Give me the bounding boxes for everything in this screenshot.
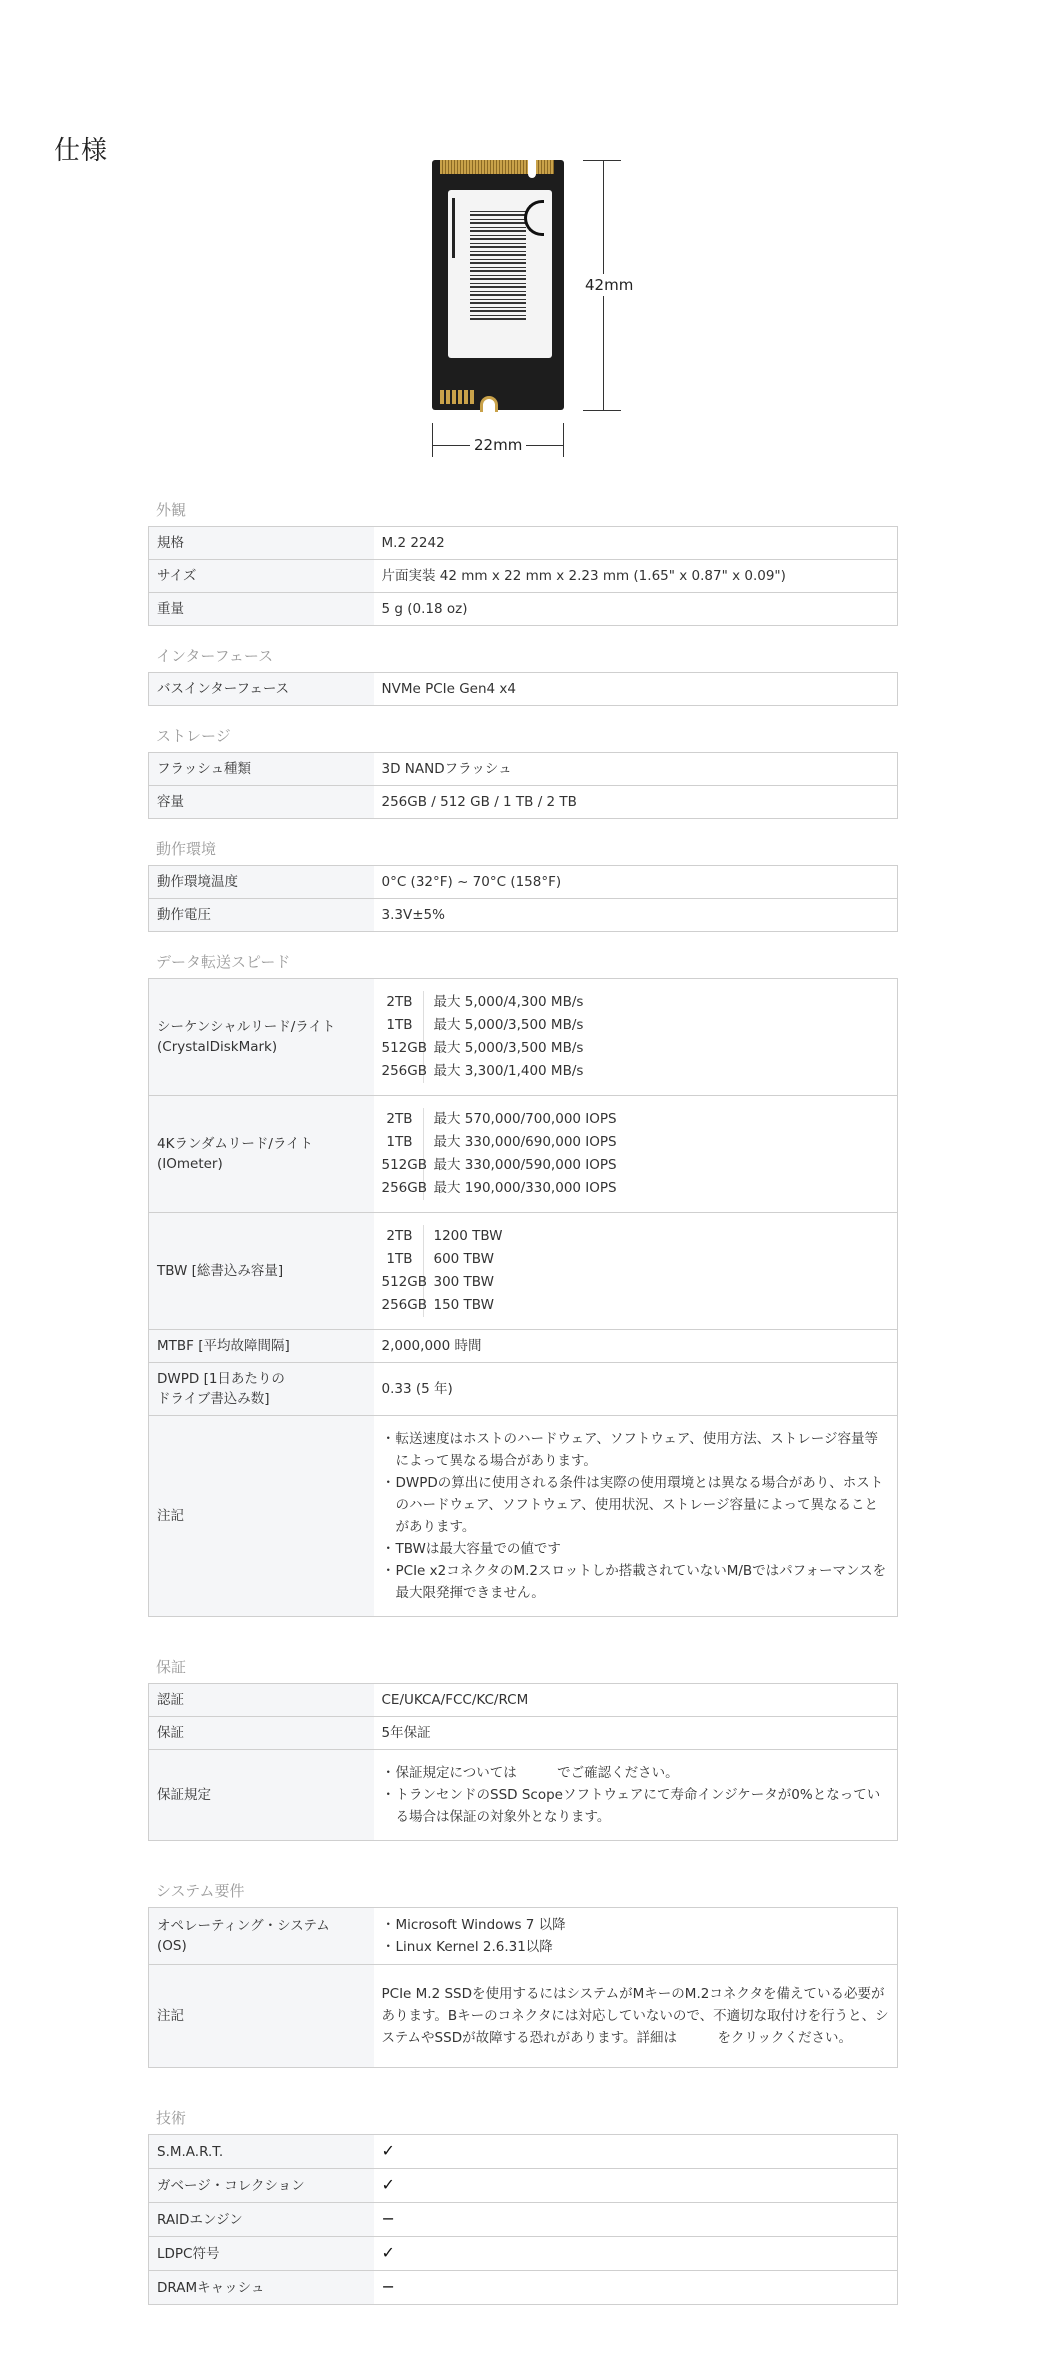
section-title: 外観 — [156, 501, 187, 519]
capacity-row — [382, 1177, 890, 1200]
row-value: 5 g (0.18 oz) — [374, 593, 898, 626]
table-row — [149, 786, 898, 819]
capacity-value: 600 TBW — [433, 1251, 494, 1267]
row-value — [374, 2271, 898, 2305]
spec-table — [148, 672, 898, 706]
row-label: 保証 — [149, 1717, 374, 1750]
row-value: 5年保証 — [374, 1717, 898, 1750]
spec-table — [148, 865, 898, 932]
table-row — [149, 753, 898, 786]
capacity: 512GB — [382, 1037, 424, 1060]
check-icon: ✓ — [381, 2141, 395, 2160]
note-item: ・ TBWは最大容量での値です — [382, 1538, 890, 1560]
ce-mark-icon — [524, 200, 544, 236]
capacity-row — [382, 1271, 890, 1294]
label-line: シーケンシャルリード/ライト — [157, 1019, 336, 1035]
section-environment — [148, 837, 898, 932]
table-row — [149, 1330, 898, 1363]
warranty-policy-link[interactable]: こちら — [516, 1765, 558, 1781]
table-row — [149, 1684, 898, 1717]
spec-sections — [148, 498, 898, 2323]
os-item: ・ Microsoft Windows 7 以降 — [382, 1914, 890, 1936]
table-row — [149, 673, 898, 706]
dash-icon: − — [381, 2209, 395, 2228]
capacity: 2TB — [382, 991, 424, 1014]
capacity: 1TB — [382, 1248, 424, 1271]
check-icon: ✓ — [381, 2175, 395, 2194]
section-title: ストレージ — [156, 727, 231, 745]
table-row — [149, 1717, 898, 1750]
table-row — [149, 2135, 898, 2169]
capacity-value: 150 TBW — [433, 1297, 494, 1313]
capacity-value: 最大 5,000/3,500 MB/s — [433, 1040, 584, 1056]
row-label: 動作電圧 — [149, 899, 374, 932]
label-line: (IOmeter) — [157, 1156, 223, 1172]
capacity: 2TB — [382, 1108, 424, 1131]
section-title: 技術 — [156, 2109, 187, 2127]
capacity-value: 最大 3,300/1,400 MB/s — [433, 1063, 584, 1079]
table-row — [149, 1750, 898, 1841]
note-text: をクリックください。 — [717, 2030, 852, 2046]
notes-list — [382, 1428, 890, 1604]
product-dimension-figure — [420, 150, 660, 460]
row-label: サイズ — [149, 560, 374, 593]
row-value: 2,000,000 時間 — [374, 1330, 898, 1363]
page-title: 仕様 — [54, 136, 109, 166]
row-value — [374, 2237, 898, 2271]
capacity-value: 最大 190,000/330,000 IOPS — [433, 1180, 617, 1196]
dash-icon: − — [381, 2277, 395, 2296]
table-row — [149, 1908, 898, 1965]
row-label: 規格 — [149, 527, 374, 560]
spec-table — [148, 2134, 898, 2305]
row-value: M.2 2242 — [381, 535, 445, 551]
check-icon: ✓ — [381, 2243, 395, 2262]
table-row — [149, 1363, 898, 1416]
note-item: ・ DWPDの算出に使用される条件は実際の使用環境とは異なる場合があり、ホストのハードウェア、ソフトウェア、使用状況、ストレージ容量によって異なることがあります。 — [382, 1472, 890, 1538]
section-storage — [148, 724, 898, 819]
capacity-row — [382, 1108, 890, 1131]
row-value — [374, 1908, 898, 1965]
row-value: 0.33 (5 年) — [374, 1363, 898, 1416]
row-label: 注記 — [149, 1416, 374, 1617]
row-value — [374, 2135, 898, 2169]
section-title: データ転送スピード — [156, 953, 291, 971]
label-line: DWPD [1日あたりの — [157, 1371, 285, 1387]
capacity-value: 最大 330,000/690,000 IOPS — [433, 1134, 617, 1150]
note-item: ・ PCIe x2コネクタのM.2スロットしか搭載されていないM/Bではパフォーマンスを最大限発揮できません。 — [382, 1560, 890, 1604]
capacity-row — [382, 1248, 890, 1271]
row-label: RAIDエンジン — [149, 2203, 374, 2237]
row-label: DRAMキャッシュ — [149, 2271, 374, 2305]
capacity-value: 最大 5,000/3,500 MB/s — [433, 1017, 584, 1033]
solder-pads — [440, 390, 474, 404]
row-value: 3D NANDフラッシュ — [381, 761, 512, 777]
note-item: ・ トランセンドのSSD Scopeソフトウェアにて寿命インジケータが0%となっている場合は保証の対象外となります。 — [382, 1784, 890, 1828]
spec-table — [148, 1907, 898, 2068]
capacity: 512GB — [382, 1271, 424, 1294]
os-list — [382, 1914, 890, 1958]
dimension-line — [563, 423, 564, 457]
row-label: 注記 — [149, 1965, 374, 2068]
row-label: 動作環境温度 — [149, 866, 374, 899]
row-label: 認証 — [149, 1684, 374, 1717]
note-item — [382, 1762, 890, 1784]
screw-notch — [480, 396, 498, 412]
row-label — [149, 1363, 374, 1416]
row-value: 256GB / 512 GB / 1 TB / 2 TB — [374, 786, 898, 819]
section-title: 動作環境 — [156, 840, 217, 858]
details-link[interactable]: こちら — [677, 2030, 718, 2046]
width-label: 22mm — [470, 436, 526, 454]
table-row — [149, 2271, 898, 2305]
row-label: 重量 — [149, 593, 374, 626]
capacity-row — [382, 1037, 890, 1060]
dimension-line — [583, 410, 621, 411]
table-row — [149, 560, 898, 593]
capacity-value: 最大 5,000/4,300 MB/s — [433, 994, 584, 1010]
row-value: 片面実装 42 mm x 22 mm x 2.23 mm (1.65" x 0.87" x 0.09") — [374, 560, 898, 593]
spec-table — [148, 526, 898, 626]
product-label — [448, 190, 552, 358]
table-row — [149, 979, 898, 1096]
table-row — [149, 899, 898, 932]
capacity-value: 最大 330,000/590,000 IOPS — [433, 1157, 617, 1173]
row-value — [374, 979, 898, 1096]
note-text: でご確認ください。 — [557, 1765, 679, 1781]
capacity-row — [382, 1014, 890, 1037]
row-value: 3.3V±5% — [374, 899, 898, 932]
capacity: 256GB — [382, 1177, 424, 1200]
section-title: インターフェース — [156, 647, 274, 665]
table-row — [149, 593, 898, 626]
capacity: 1TB — [382, 1014, 424, 1037]
row-label: TBW [総書込み容量] — [149, 1213, 374, 1330]
label-line: オペレーティング・システム — [157, 1918, 330, 1934]
m-key-notch — [528, 160, 536, 178]
row-label: S.M.A.R.T. — [149, 2135, 374, 2169]
row-value — [374, 2203, 898, 2237]
label-line: 4Kランダムリード/ライト — [157, 1136, 314, 1152]
note-text: PCIe M.2 SSDを使用するにはシステムがMキーのM.2コネクタを備えている必要があります。Bキーのコネクタには対応していないので、不適切な取付けを行うと、システムやSSDが故障する恐れがあります。詳細は — [381, 1986, 889, 2046]
row-value — [374, 1750, 898, 1841]
connector-pins — [536, 160, 554, 174]
row-label: 保証規定 — [149, 1750, 374, 1841]
section-system-requirements — [148, 1879, 898, 2068]
dimension-line — [432, 423, 433, 457]
capacity-value: 1200 TBW — [433, 1228, 503, 1244]
section-warranty — [148, 1655, 898, 1841]
os-item: ・ Linux Kernel 2.6.31以降 — [382, 1936, 890, 1958]
row-label — [149, 1908, 374, 1965]
row-value — [374, 1096, 898, 1213]
brand-logo-icon — [452, 198, 466, 258]
row-label — [149, 979, 374, 1096]
table-row — [149, 2203, 898, 2237]
row-label: ガベージ・コレクション — [149, 2169, 374, 2203]
height-label: 42mm — [585, 276, 634, 294]
spec-table — [148, 1683, 898, 1841]
row-value: NVMe PCIe Gen4 x4 — [381, 681, 517, 697]
table-row — [149, 866, 898, 899]
row-value — [374, 1213, 898, 1330]
notes-list — [382, 1762, 890, 1828]
row-label: バスインターフェース — [149, 673, 374, 706]
capacity-value: 最大 570,000/700,000 IOPS — [433, 1111, 617, 1127]
table-row — [149, 2169, 898, 2203]
capacity: 512GB — [382, 1154, 424, 1177]
capacity-row — [382, 991, 890, 1014]
section-title: システム要件 — [156, 1882, 245, 1900]
table-row — [149, 527, 898, 560]
table-row — [149, 1416, 898, 1617]
table-row — [149, 1213, 898, 1330]
note-text: 保証規定については — [395, 1765, 517, 1781]
row-label: MTBF [平均故障間隔] — [149, 1330, 374, 1363]
label-line: (OS) — [157, 1938, 187, 1954]
capacity: 1TB — [382, 1131, 424, 1154]
capacity-value: 300 TBW — [433, 1274, 494, 1290]
row-value — [374, 2169, 898, 2203]
row-label: フラッシュ種類 — [149, 753, 374, 786]
label-line: (CrystalDiskMark) — [157, 1039, 278, 1055]
capacity: 2TB — [382, 1225, 424, 1248]
row-value: CE/UKCA/FCC/KC/RCM — [381, 1692, 529, 1708]
spec-table — [148, 978, 898, 1617]
row-value — [374, 1965, 898, 2068]
row-value — [374, 1416, 898, 1617]
capacity-row — [382, 1225, 890, 1248]
section-interface — [148, 644, 898, 706]
capacity: 256GB — [382, 1294, 424, 1317]
label-line: ドライブ書込み数] — [157, 1391, 270, 1407]
capacity-row — [382, 1154, 890, 1177]
dimension-line — [583, 160, 621, 161]
ssd-product-image — [432, 160, 564, 410]
table-row — [149, 1965, 898, 2068]
row-label: 容量 — [149, 786, 374, 819]
capacity-row — [382, 1060, 890, 1083]
section-technology — [148, 2106, 898, 2305]
row-value: 0°C (32°F) ~ 70°C (158°F) — [381, 874, 562, 890]
section-performance — [148, 950, 898, 1617]
table-row — [149, 1096, 898, 1213]
connector-pins — [440, 160, 528, 174]
note-item: ・ 転送速度はホストのハードウェア、ソフトウェア、使用方法、ストレージ容量等によって異なる場合があります。 — [382, 1428, 890, 1472]
capacity-row — [382, 1294, 890, 1317]
capacity: 256GB — [382, 1060, 424, 1083]
row-label: LDPC符号 — [149, 2237, 374, 2271]
row-label — [149, 1096, 374, 1213]
section-appearance — [148, 498, 898, 626]
section-title: 保証 — [156, 1658, 187, 1676]
table-row — [149, 2237, 898, 2271]
capacity-row — [382, 1131, 890, 1154]
note-paragraph — [382, 1977, 890, 2055]
spec-table — [148, 752, 898, 819]
barcode-icon — [470, 210, 526, 320]
